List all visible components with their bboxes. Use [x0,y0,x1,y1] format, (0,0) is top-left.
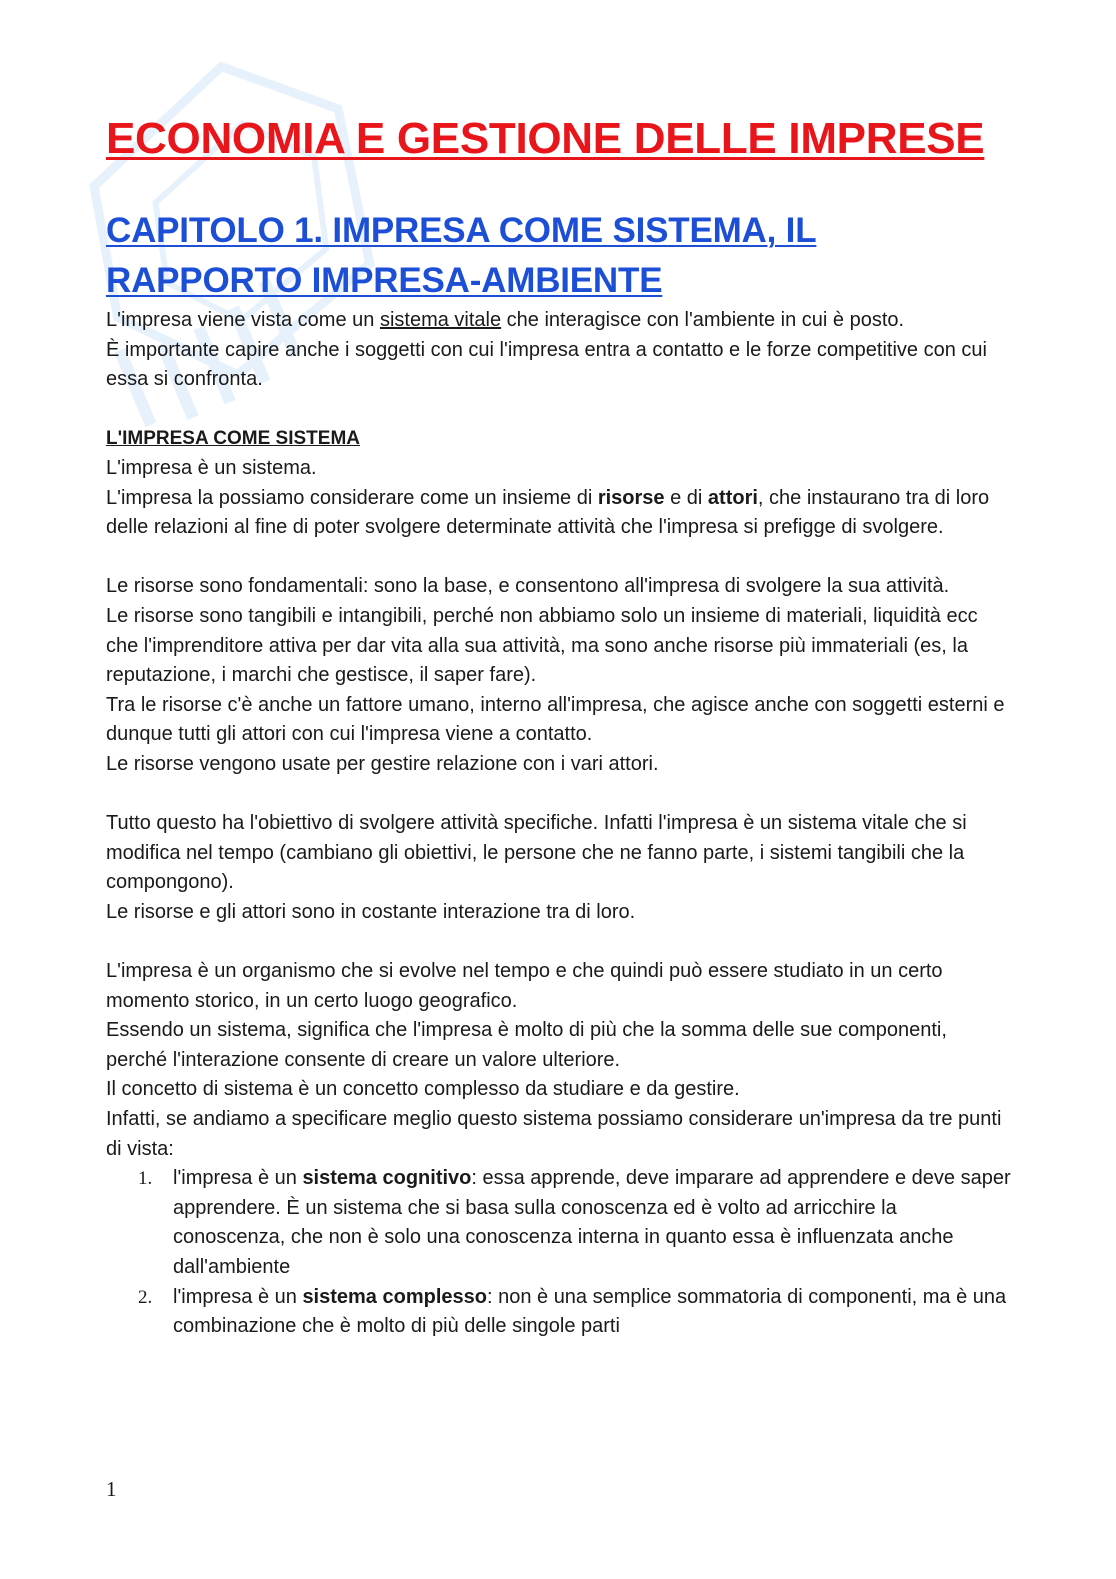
section-paragraph-5: Tra le risorse c'è anche un fattore umano, interno all'impresa, che agisce anche con soggetti esterni e dunque tutti gli attori con cui l'impresa viene a contatto. [106,693,1005,746]
list-item-number: 1. [138,1168,153,1190]
section-paragraph-10: Essendo un sistema, significa che l'impresa è molto di più che la somma delle sue componenti, perché l'interazione consente di creare un valore ulteriore. [106,1019,947,1071]
section-paragraph-4: Le risorse sono tangibili e intangibili, perché non abbiamo solo un insieme di materiali, liquidità ecc che l'imprenditore attiva per dar vita alla sua attività, ma sono anche risorse più immateriali (es, la reputazione, i marchi che gestisce, il saper fare). [106,604,978,687]
bold-term-risorse: risorse [597,486,665,509]
list-item: 2. l'impresa è un sistema complesso: non è una semplice sommatoria di componenti, ma è una combinazione che è molto di più delle singole parti [106,1283,1011,1342]
section-paragraph-9: L'impresa è un organismo che si evolve nel tempo e che quindi può essere studiato in un certo momento storico, in un certo luogo geografico. [106,960,943,1012]
section-paragraph-2: L'impresa la possiamo considerare come un insieme di risorse e di attori, che instaurano tra di loro delle relazioni al fine di poter svolgere determinate attività che l'impresa si prefigge di svolgere. [106,486,990,539]
intro-paragraph-2: È importante capire anche i soggetti con cui l'impresa entra a contatto e le forze competitive con cui essa si confronta. [106,338,987,391]
document-content [106,108,1011,1342]
bold-term-attori: attori [707,486,758,509]
section-paragraph-3: Le risorse sono fondamentali: sono la base, e consentono all'impresa di svolgere la sua attività. [106,575,950,598]
bold-term-sistema-complesso: sistema complesso [302,1285,487,1308]
document-title: ECONOMIA E GESTIONE DELLE IMPRESE [106,114,985,163]
intro-paragraph-1: L'impresa viene vista come un sistema vitale che interagisce con l'ambiente in cui è posto. [106,309,905,331]
section-paragraph-12: Infatti, se andiamo a specificare meglio questo sistema possiamo considerare un'impresa da tre punti di vista: [106,1108,1002,1160]
list-item-number: 2. [138,1286,153,1308]
section-paragraph-8: Le risorse e gli attori sono in costante interazione tra di loro. [106,900,636,923]
section-paragraph-7: Tutto questo ha l'obiettivo di svolgere attività specifiche. Infatti l'impresa è un sistema vitale che si modifica nel tempo (cambiano gli obiettivi, le persone che ne fanno parte, i sistemi tangibili che la compongono). [106,812,967,894]
page-number: 1 [106,1477,117,1501]
section-paragraph-6: Le risorse vengono usate per gestire relazione con i vari attori. [106,752,659,775]
section-paragraph-1: L'impresa è un sistema. [106,456,317,479]
section-paragraph-11: Il concetto di sistema è un concetto complesso da studiare e da gestire. [106,1078,740,1101]
intro-underlined-term: sistema vitale [379,309,502,331]
list-item: 1. l'impresa è un sistema cognitivo: essa apprende, deve imparare ad apprendere e deve saper apprendere. È un sistema che si basa sulla conoscenza ed è volto ad arricchire la conoscenza, che non è solo una conoscenza interna in quanto essa è influenzata anche dall'ambiente [106,1164,1011,1282]
bold-term-sistema-cognitivo: sistema cognitivo [302,1167,472,1190]
chapter-title[interactable]: CAPITOLO 1. IMPRESA COME SISTEMA, IL RAPPORTO IMPRESA-AMBIENTE [106,211,817,300]
numbered-list [106,1164,1011,1342]
section-heading: L'IMPRESA COME SISTEMA [106,428,360,450]
